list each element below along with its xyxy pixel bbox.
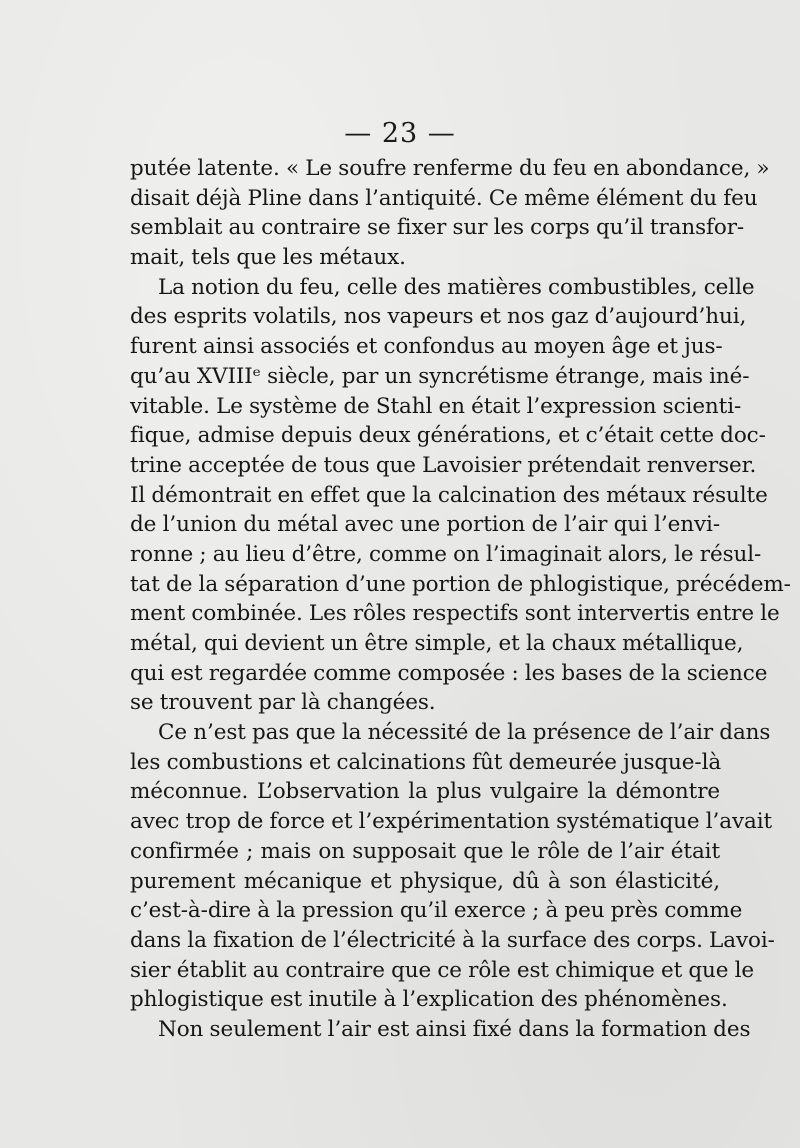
text-line: Non seulement l’air est ainsi fixé dans la formation des	[158, 1016, 751, 1042]
text-line: Ce n’est pas que la nécessité de la présence de l’air dans	[158, 720, 771, 746]
text-line: vitable. Le système de Stahl en était l’expression scienti-	[130, 393, 742, 419]
text-line: La notion du feu, celle des matières combustibles, celle	[158, 274, 755, 300]
text-line: sier établit au contraire que ce rôle est chimique et que le	[130, 957, 755, 983]
text-line: qu’au XVIIIᵉ siècle, par un syncrétisme étrange, mais iné-	[130, 363, 750, 389]
text-line: disait déjà Pline dans l’antiquité. Ce même élément du feu	[130, 185, 758, 211]
text-line: méconnue. L’observation la plus vulgaire la démontre	[130, 779, 720, 805]
text-line: avec trop de force et l’expérimentation systématique l’avait	[130, 809, 773, 835]
body-text	[130, 154, 791, 1045]
text-line: c’est-à-dire à la pression qu’il exerce ; à peu près comme	[130, 898, 743, 924]
text-line: fique, admise depuis deux générations, et c’était cette doc-	[130, 423, 766, 449]
text-line: phlogistique est inutile à l’explication des phénomènes.	[130, 987, 728, 1013]
text-line: dans la fixation de l’électricité à la surface des corps. Lavoi-	[130, 927, 775, 953]
text-line: furent ainsi associés et confondus au moyen âge et jus-	[130, 334, 723, 360]
text-line: de l’union du métal avec une portion de l’air qui l’envi-	[130, 512, 720, 538]
text-line: se trouvent par là changées.	[130, 690, 436, 716]
text-line: tat de la séparation d’une portion de phlogistique, précédem-	[130, 571, 791, 597]
text-line: ronne ; au lieu d’être, comme on l’imaginait alors, le résul-	[130, 541, 762, 567]
text-line: confirmée ; mais on supposait que le rôle de l’air était	[130, 838, 720, 864]
page-number: — 23 —	[344, 118, 456, 149]
text-line: mait, tels que les métaux.	[130, 245, 406, 271]
text-line: métal, qui devient un être simple, et la chaux métallique,	[130, 631, 744, 656]
text-line: purement mécanique et physique, dû à son élasticité,	[130, 868, 720, 894]
text-line: Il démontrait en effet que la calcination des métaux résulte	[130, 482, 768, 508]
text-line: des esprits volatils, nos vapeurs et nos gaz d’aujourd’hui,	[130, 304, 747, 330]
text-line: les combustions et calcinations fût demeurée jusque-là	[130, 749, 722, 775]
text-line: semblait au contraire se fixer sur les corps qu’il transfor-	[130, 215, 745, 241]
text-line: qui est regardée comme composée : les bases de la science	[130, 660, 768, 686]
text-line: putée latente. « Le soufre renferme du feu en abondance, »	[130, 156, 770, 181]
text-line: ment combinée. Les rôles respectifs sont intervertis entre le	[130, 601, 780, 627]
text-line: trine acceptée de tous que Lavoisier prétendait renverser.	[130, 452, 757, 478]
